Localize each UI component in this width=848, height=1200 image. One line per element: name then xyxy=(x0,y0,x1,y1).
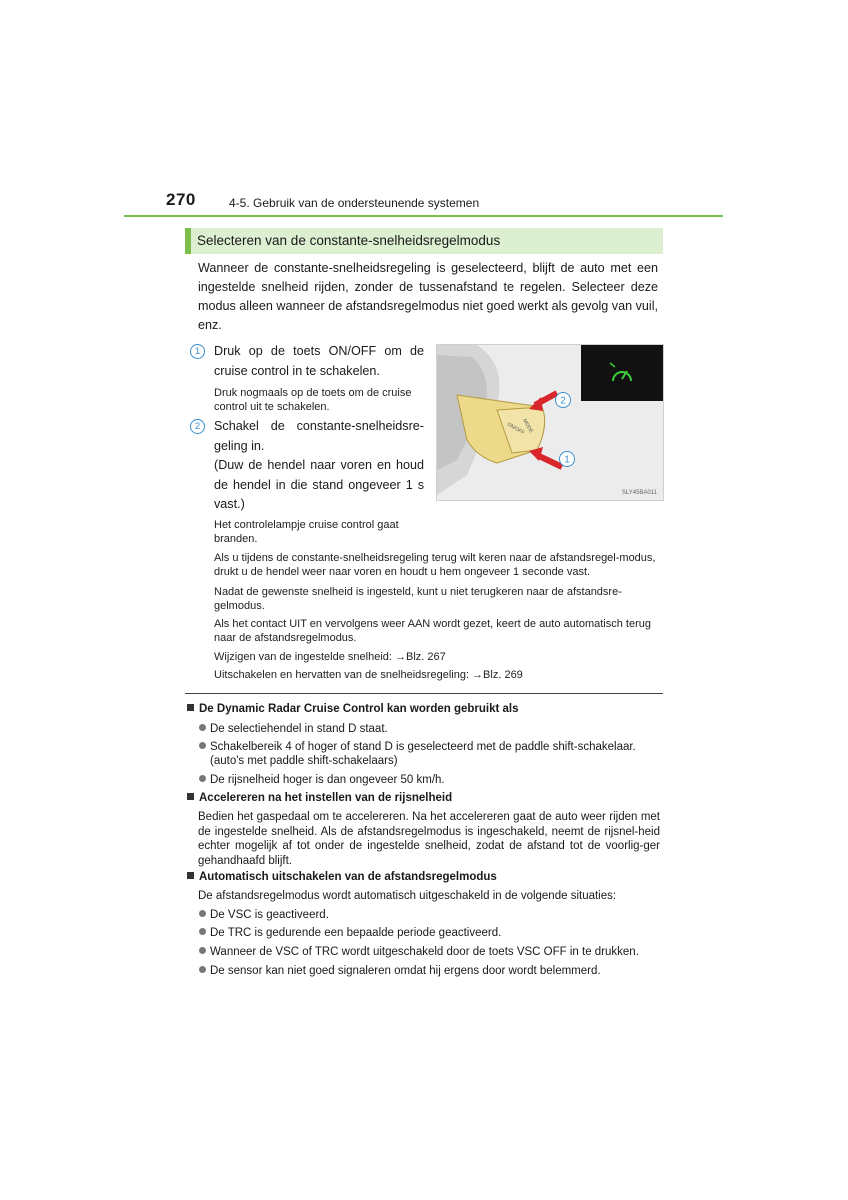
note-change-speed-link: Wijzigen van de ingestelde snelheid: →Blz. 267 xyxy=(214,651,446,663)
list-item: De rijsnelheid hoger is dan ongeveer 50 km/h. xyxy=(199,773,445,787)
lever-drawing xyxy=(437,345,663,500)
bullet-continuation: (auto's met paddle shift-schakelaars) xyxy=(210,755,398,767)
step-number: 1 xyxy=(190,344,205,359)
conditions-heading: De Dynamic Radar Cruise Control kan worden gebruikt als xyxy=(187,703,519,715)
note-cannot-return: Nadat de gewenste snelheid is ingesteld, kunt u niet terugkeren naar de afstandsre-gelmodus. xyxy=(214,586,622,612)
chapter-title: 4-5. Gebruik van de ondersteunende systemen xyxy=(229,196,480,210)
note-return-distance-mode: Als u tijdens de constante-snelheidsregeling terug wilt keren naar de afstandsregel-modus, drukt u de hendel weer naar voren en houdt u hem ongeveer 1 seconde vast. xyxy=(214,552,656,578)
bullet-icon xyxy=(199,742,206,749)
auto-off-paragraph: De afstandsregelmodus wordt automatisch uitgeschakeld in de volgende situaties: xyxy=(198,890,617,902)
step-1-note: Druk nogmaals op de toets om de cruise control uit te schakelen. xyxy=(214,387,412,413)
list-item: Schakelbereik 4 of hoger of stand D is geselecteerd met de paddle shift-schakelaar. (auto's met paddle shift-schakelaars) xyxy=(199,740,661,768)
bullet-icon xyxy=(199,928,206,935)
note-ignition-cycle: Als het contact UIT en vervolgens weer AAN wordt gezet, keert de auto automatisch terug naar de afstandsregelmodus. xyxy=(214,618,651,644)
illustration-code: SLY45BA011 xyxy=(621,490,657,496)
lever-label-2: MODE xyxy=(521,418,534,434)
accelerate-heading: Accelereren na het instellen van de rijsnelheid xyxy=(187,792,452,804)
lever-label-1: ON/OFF xyxy=(506,421,526,437)
bullet-icon xyxy=(199,775,206,782)
step-text: Druk op de toets ON/OFF om de cruise control in te schakelen. xyxy=(214,344,424,378)
step-2-line-b: (Duw de hendel naar voren en houd de hendel in die stand ongeveer 1 s vast.) xyxy=(214,458,424,511)
list-item: De sensor kan niet goed signaleren omdat hij ergens door wordt belemmerd. xyxy=(199,964,601,978)
accelerate-paragraph: Bedien het gaspedaal om te accelereren. Na het accelereren gaat de auto weer rijden met de ingestelde snelheid. Als de afstandsregelmodus is ingeschakeld, neemt de rijsnel-heid echter mogelijk af tot onder de ingestelde snelheid, zodat de afstand tot de voorlig-ger gehandhaafd blijft. xyxy=(198,811,660,867)
bullet-icon xyxy=(199,724,206,731)
cruise-lever-illustration xyxy=(436,344,664,501)
step-text xyxy=(214,417,424,515)
header-rule xyxy=(124,215,723,217)
divider xyxy=(185,693,663,694)
section-title: Selecteren van de constante-snelheidsregelmodus xyxy=(197,233,501,248)
list-item: De VSC is geactiveerd. xyxy=(199,908,329,922)
bullet-icon xyxy=(199,966,206,973)
callout-label-1: 1 xyxy=(564,454,570,466)
section-title-bar xyxy=(185,228,663,254)
step-2-note: Het controlelampje cruise control gaat branden. xyxy=(214,519,399,545)
step-number: 2 xyxy=(190,419,205,434)
page-number: 270 xyxy=(166,190,196,209)
list-item: De TRC is gedurende een bepaalde periode geactiveerd. xyxy=(199,926,501,940)
bullet-icon xyxy=(199,947,206,954)
square-bullet-icon xyxy=(187,704,194,711)
square-bullet-icon xyxy=(187,872,194,879)
list-item: Wanneer de VSC of TRC wordt uitgeschakeld door de toets VSC OFF in te drukken. xyxy=(199,945,639,959)
note-cancel-resume-link: Uitschakelen en hervatten van de snelheidsregeling: →Blz. 269 xyxy=(214,669,523,681)
callout-label-2: 2 xyxy=(560,395,566,407)
square-bullet-icon xyxy=(187,793,194,800)
arrow-press-button xyxy=(537,455,562,467)
arrow-head-2 xyxy=(529,397,543,411)
section-accent xyxy=(185,228,191,254)
step-2-line-a: Schakel de constante-snelheidsre-geling in. xyxy=(214,419,424,453)
list-item: De selectiehendel in stand D staat. xyxy=(199,722,388,736)
bullet-icon xyxy=(199,910,206,917)
auto-off-heading: Automatisch uitschakelen van de afstandsregelmodus xyxy=(187,871,497,883)
intro-paragraph: Wanneer de constante-snelheidsregeling is geselecteerd, blijft de auto met een ingestelde snelheid rijden, zonder de tussenafstand te regelen. Selecteer deze modus alleen wanneer de afstandsregelmodus niet goed werkt als gevolg van vuil, enz. xyxy=(198,261,658,332)
